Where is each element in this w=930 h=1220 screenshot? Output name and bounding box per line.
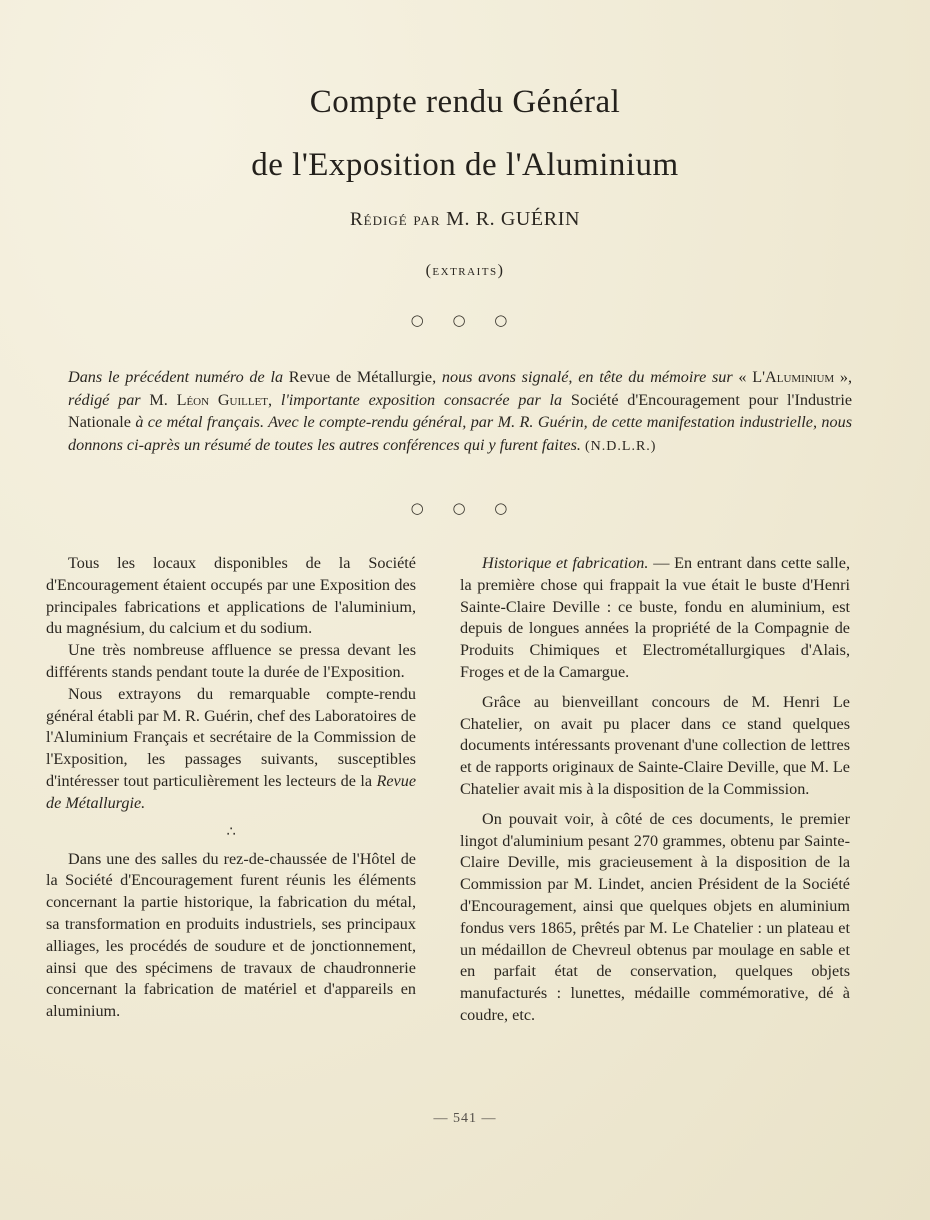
intro-text-5: rédigé par — [68, 390, 141, 409]
right-paragraph-3: On pouvait voir, à côté de ces documents, le premier lingot d'aluminium pesant 270 grammes, obtenu par Sainte-Claire Deville, mis gracieusement à la disposition de la Commission par M. Lindet, ancien Président de la Société d'Encouragement, ainsi que quelques objets en aluminium fondus vers 1865, prêtés par M. Le Chatelier : un plateau et un médaillon de Chevreul obtenus par moulage en sable et en parfait état de conservation, quelques objets manufacturés : lunettes, médaille commémorative, dé à coudre, etc. — [460, 809, 850, 1024]
intro-text-2: Revue de Métallurgie, — [288, 368, 437, 386]
left-paragraph-3 — [46, 684, 416, 815]
title-line-1: Compte rendu Général — [309, 84, 621, 120]
byline-author: M. R. GUÉRIN — [446, 208, 580, 230]
right-paragraph-1-heading: Historique et fabrication. — [482, 554, 649, 572]
byline — [0, 208, 930, 231]
left-paragraph-3-journal: Revue de Métallurgie. — [46, 771, 417, 812]
intro-text-6: M. Léon Guillet, — [149, 390, 273, 409]
ornament-divider-top: ○ ○ ○ — [410, 311, 520, 329]
extraits-label: (extraits) — [425, 262, 505, 279]
intro-text-8: Société d'Encouragement pour l'Industrie Nationale — [68, 390, 853, 431]
right-paragraph-1 — [460, 553, 850, 684]
title-line-2: de l'Exposition de l'Aluminium — [251, 147, 679, 183]
right-paragraph-2: Grâce au bienveillant concours de M. Henri Le Chatelier, on avait pu placer dans ce stand quelques documents intéressants provenant d'une collection de lettres et de rapports originaux de Sainte-Claire Deville, que M. Le Chatelier avait mis à la disposition de la Commission. — [460, 692, 850, 798]
intro-text-7: l'importante exposition consacrée par la — [280, 390, 563, 409]
ornament-divider-bottom: ○ ○ ○ — [410, 499, 520, 517]
page-number: — 541 — — [433, 1111, 497, 1126]
intro-ndlr: (N.D.L.R.) — [585, 438, 657, 454]
left-paragraph-3-text: Nous extrayons du remarquable compte-rendu général établi par M. R. Guérin, chef des Laboratoires de l'Aluminium Français et secrétaire de la Commission de l'Exposition, les passages suivants, susceptibles d'intéresser tout particulièrement les lecteurs de la — [46, 684, 416, 790]
intro-text-1: Dans le précédent numéro de la — [68, 368, 284, 386]
intro-text-9: à ce métal français. Avec le compte-rendu général, par M. R. Guérin, de cette manifestation industrielle, nous donnons ci-après un résumé de toutes les autres conférences qui y furent faites. — [68, 413, 852, 454]
right-paragraph-1-text: — En entrant dans cette salle, la première chose qui frappait la vue était le buste d'Henri Sainte-Claire Deville : ce buste, fondu en aluminium, est depuis de longues années la propriété de la Compagnie de Produits Chimiques et Electrométallurgiques d'Alais, Froges et de la Camargue. — [460, 554, 851, 681]
editorial-intro — [68, 366, 852, 458]
intro-text-3: nous avons signalé, en tête du mémoire sur — [441, 368, 733, 386]
left-column — [46, 553, 416, 1023]
intro-text-4: « L'Aluminium », — [738, 368, 853, 386]
right-column — [460, 553, 850, 1027]
left-paragraph-4: Dans une des salles du rez-de-chaussée de l'Hôtel de la Société d'Encouragement furent réunis les éléments concernant la partie historique, la fabrication du métal, sa transformation en produits industriels, ses principaux alliages, les procédés de soudure et de jonctionnement, ainsi que des spécimens de travaux de chaudronnerie concernant la fabrication de matériel et d'appareils en aluminium. — [46, 849, 416, 1021]
left-paragraph-2: Une très nombreuse affluence se pressa devant les différents stands pendant toute la durée de l'Exposition. — [46, 641, 416, 681]
section-separator: ∴ — [226, 823, 236, 840]
left-paragraph-1: Tous les locaux disponibles de la Société d'Encouragement étaient occupés par une Exposition des principales fabrications et applications de l'aluminium, du magnésium, du calcium et du sodium. — [46, 554, 416, 638]
byline-prefix: Rédigé par — [350, 209, 441, 230]
